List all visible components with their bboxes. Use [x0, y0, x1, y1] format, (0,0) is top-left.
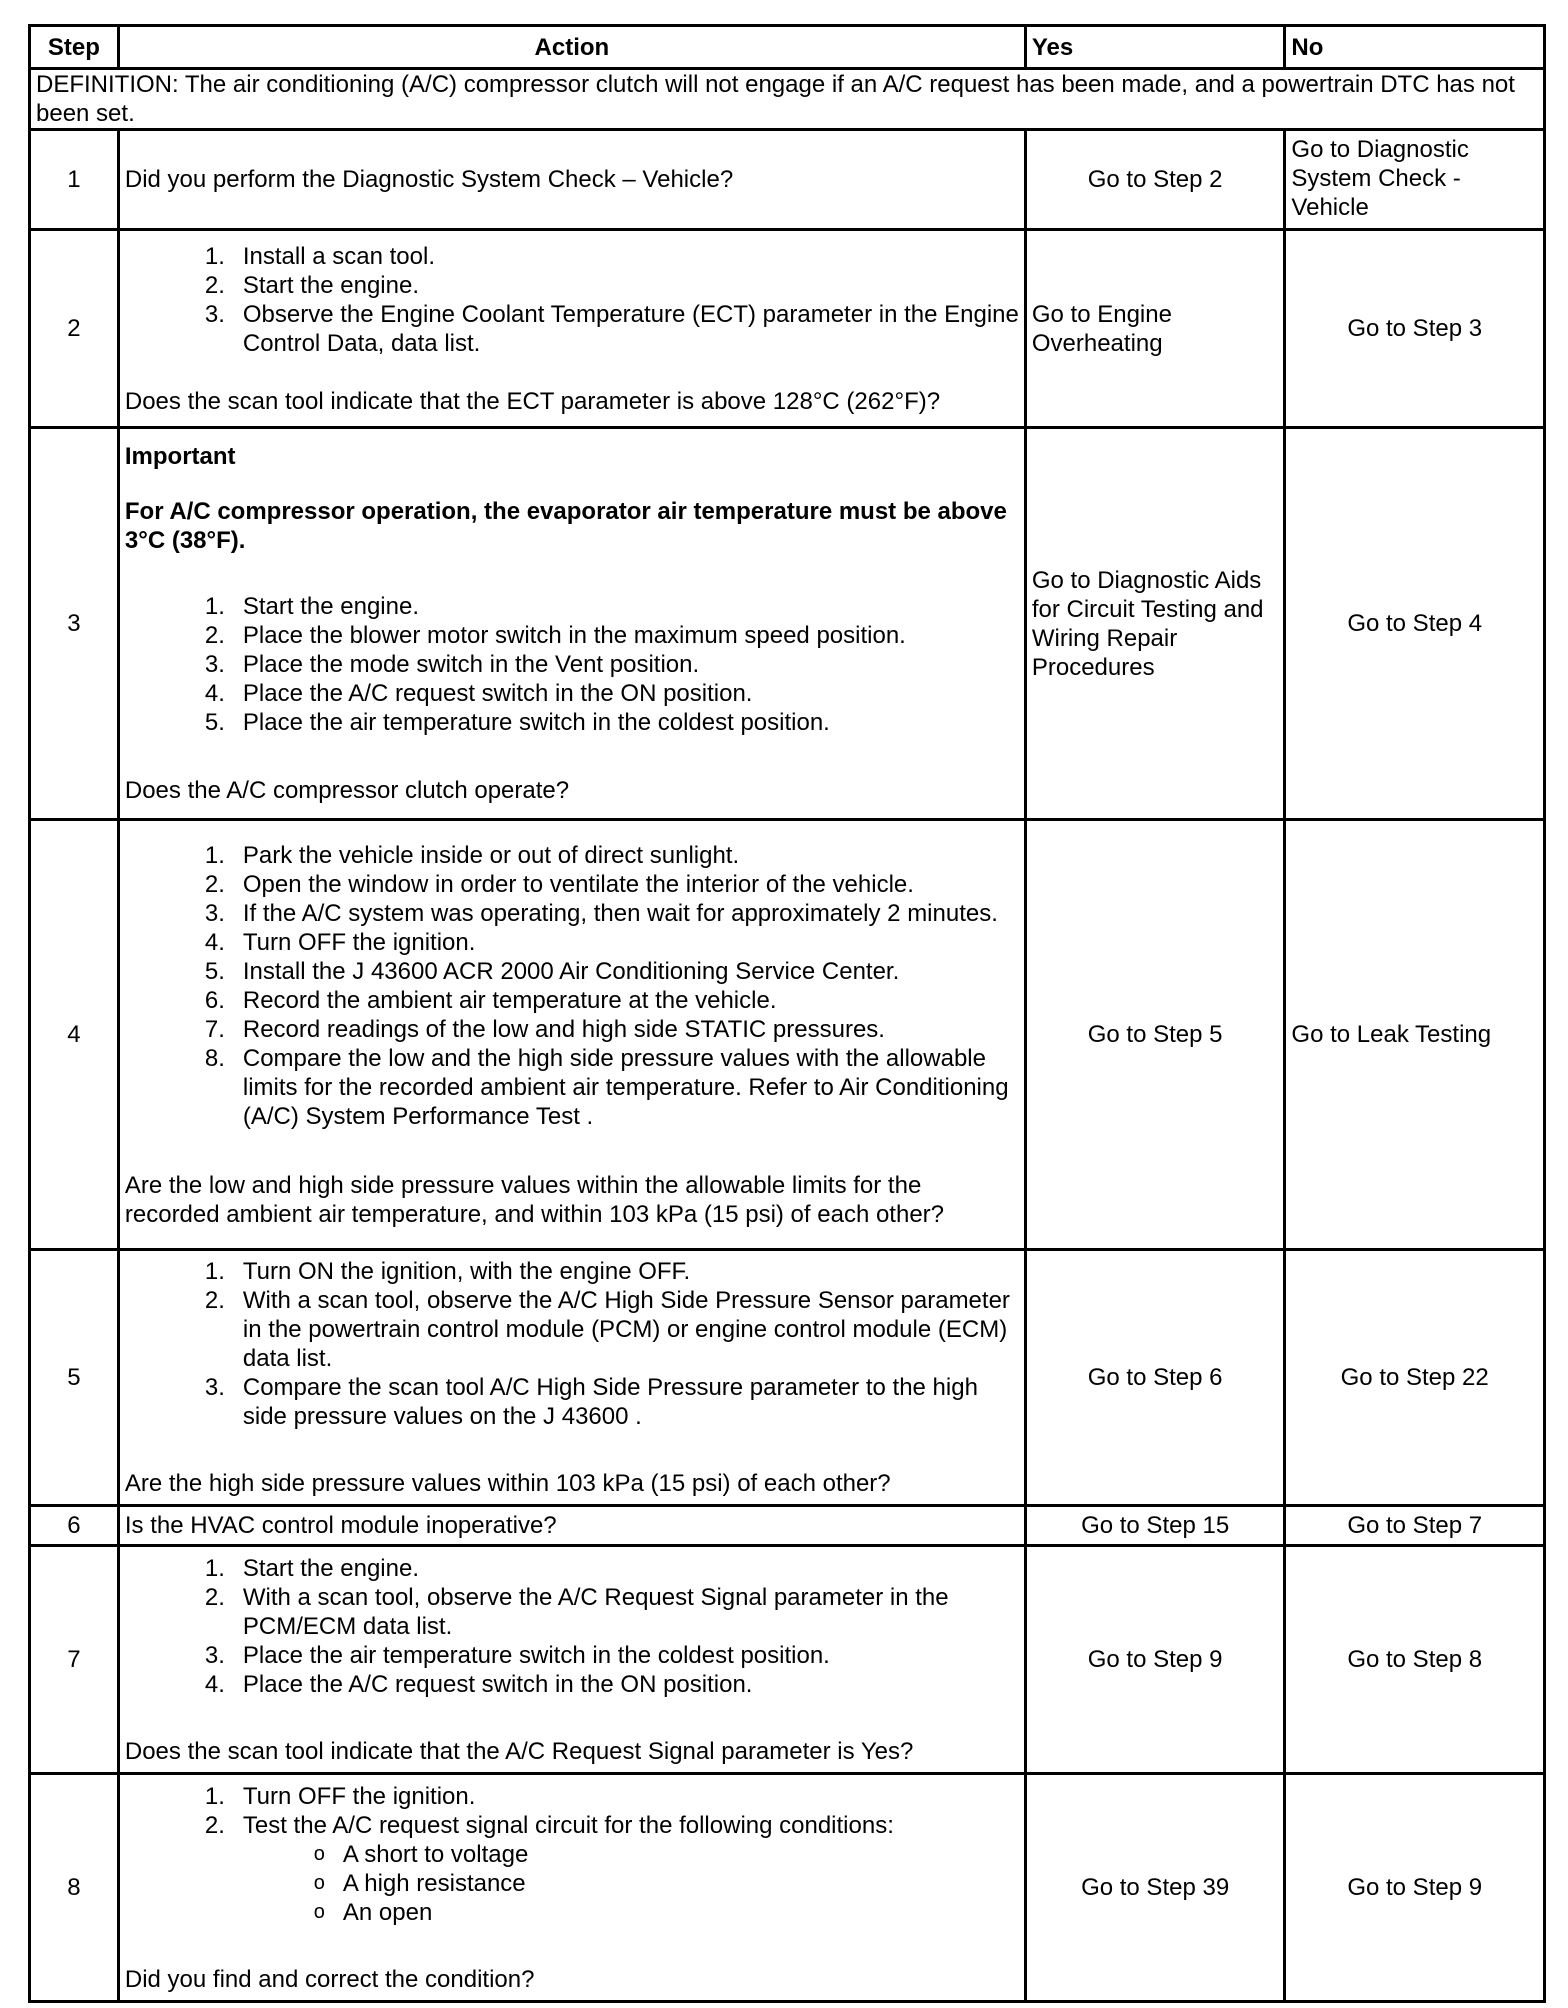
- list-item: 1. Turn OFF the ignition.: [204, 1782, 476, 1810]
- list-item: 1. Turn ON the ignition, with the engine OFF.: [204, 1258, 691, 1285]
- action-cell: [118, 230, 1025, 428]
- no-cell: Go to Step 4: [1285, 428, 1545, 820]
- yes-cell: Go to Step 6: [1025, 1250, 1285, 1506]
- list-item: 2. Test the A/C request signal circuit for the following conditions:: [204, 1811, 894, 1839]
- bullet-icon: o: [313, 1900, 325, 1923]
- table-row: [30, 1546, 1545, 1774]
- list-item: 1. Start the engine.: [204, 593, 419, 620]
- list-item: o An open: [125, 1898, 1019, 1927]
- step-number: 6: [30, 1506, 119, 1546]
- header-step: Step: [30, 26, 119, 69]
- header-yes: Yes: [1025, 26, 1285, 69]
- instruction-list: [125, 1257, 1019, 1431]
- no-cell: Go to Diagnostic System Check - Vehicle: [1285, 130, 1545, 230]
- question-text: Does the scan tool indicate that the A/C Request Signal parameter is Yes?: [124, 1737, 914, 1765]
- header-no: No: [1285, 26, 1545, 69]
- list-item: 4. Place the A/C request switch in the ON position.: [204, 1670, 753, 1698]
- table-row: [30, 130, 1545, 230]
- list-item: 2. Start the engine.: [204, 271, 419, 299]
- bullet-icon: o: [313, 1842, 325, 1865]
- list-item: o A short to voltage: [125, 1840, 1019, 1869]
- step-number: 1: [30, 130, 119, 230]
- question-text: Is the HVAC control module inoperative?: [118, 1506, 1025, 1546]
- table-row: [30, 1250, 1545, 1506]
- list-item: 2. Open the window in order to ventilate the interior of the vehicle.: [204, 870, 914, 898]
- list-item: 2. With a scan tool, observe the A/C High Side Pressure Sensor parameter in the powertrain control module (PCM) or engine control module (ECM) data list.: [204, 1287, 1010, 1372]
- header-action: Action: [118, 26, 1025, 69]
- instruction-list: [125, 592, 1019, 737]
- important-label: Important: [124, 443, 236, 470]
- table-row: [30, 1774, 1545, 2002]
- action-cell: [118, 820, 1025, 1250]
- list-item: 3. If the A/C system was operating, then wait for approximately 2 minutes.: [204, 899, 998, 927]
- table-row: [30, 428, 1545, 820]
- list-item: 4. Place the A/C request switch in the ON position.: [204, 680, 753, 707]
- question-text: Does the A/C compressor clutch operate?: [124, 777, 570, 804]
- list-item: 1. Park the vehicle inside or out of direct sunlight.: [204, 841, 740, 869]
- question-text: Did you perform the Diagnostic System Check – Vehicle?: [124, 166, 734, 193]
- instruction-list: [125, 841, 1019, 1131]
- list-item: 2. Place the blower motor switch in the maximum speed position.: [204, 622, 906, 649]
- step-number: 3: [30, 428, 119, 820]
- yes-cell: Go to Step 9: [1025, 1546, 1285, 1774]
- list-item: 8. Compare the low and the high side pressure values with the allowable limits for the recorded ambient air temperature. Refer to Air Conditioning (A/C) System Performance Test .: [204, 1044, 1009, 1130]
- condition-list: [125, 1840, 1019, 1927]
- list-item: 6. Record the ambient air temperature at the vehicle.: [204, 986, 777, 1014]
- action-cell: [118, 1250, 1025, 1506]
- no-cell: Go to Step 22: [1285, 1250, 1545, 1506]
- yes-cell: Go to Step 5: [1025, 820, 1285, 1250]
- instruction-list: [125, 1782, 1019, 1840]
- diagnostic-table: [28, 24, 1546, 2003]
- list-item: 3. Place the air temperature switch in the coldest position.: [204, 1641, 830, 1669]
- question-text: Did you find and correct the condition?: [124, 1965, 535, 1993]
- no-cell: Go to Step 3: [1285, 230, 1545, 428]
- action-cell: [118, 1774, 1025, 2002]
- list-item: 3. Place the mode switch in the Vent position.: [204, 651, 700, 678]
- step-number: 5: [30, 1250, 119, 1506]
- list-item: 2. With a scan tool, observe the A/C Request Signal parameter in the PCM/ECM data list.: [204, 1583, 949, 1640]
- yes-cell: Go to Step 15: [1025, 1506, 1285, 1546]
- yes-cell: Go to Diagnostic Aids for Circuit Testing and Wiring Repair Procedures: [1025, 428, 1285, 820]
- instruction-list: [125, 242, 1019, 358]
- question-text: Are the high side pressure values within 103 kPa (15 psi) of each other?: [124, 1470, 891, 1497]
- step-number: 7: [30, 1546, 119, 1774]
- list-item: 3. Observe the Engine Coolant Temperature (ECT) parameter in the Engine Control Data, data list.: [204, 300, 1019, 357]
- definition-text: DEFINITION: The air conditioning (A/C) compressor clutch will not engage if an A/C request has been made, and a powertrain DTC has not been set.: [30, 69, 1545, 130]
- list-item: o A high resistance: [125, 1869, 1019, 1898]
- important-note: For A/C compressor operation, the evaporator air temperature must be above 3°C (38°F).: [124, 498, 1007, 554]
- no-cell: Go to Step 7: [1285, 1506, 1545, 1546]
- bullet-icon: o: [313, 1871, 325, 1894]
- list-item: 5. Place the air temperature switch in the coldest position.: [204, 709, 830, 736]
- table-row: [30, 230, 1545, 428]
- list-item: 3. Compare the scan tool A/C High Side Pressure parameter to the high side pressure values on the J 43600 .: [204, 1374, 978, 1430]
- list-item: 7. Record readings of the low and high side STATIC pressures.: [204, 1015, 885, 1043]
- question-text: Are the low and high side pressure values within the allowable limits for the recorded ambient air temperature, and within 103 kPa (15 psi) of each other?: [124, 1171, 945, 1228]
- table-row: [30, 1506, 1545, 1546]
- yes-cell: Go to Step 39: [1025, 1774, 1285, 2002]
- definition-row: [30, 69, 1545, 130]
- header-row: [30, 26, 1545, 69]
- action-cell: [118, 428, 1025, 820]
- question-text: Does the scan tool indicate that the ECT parameter is above 128°C (262°F)?: [124, 387, 941, 415]
- no-cell: Go to Step 9: [1285, 1774, 1545, 2002]
- list-item: 1. Install a scan tool.: [204, 242, 435, 270]
- no-cell: Go to Leak Testing: [1285, 820, 1545, 1250]
- list-item: 1. Start the engine.: [204, 1554, 419, 1582]
- action-cell: [118, 1546, 1025, 1774]
- yes-cell: Go to Engine Overheating: [1025, 230, 1285, 428]
- step-number: 2: [30, 230, 119, 428]
- no-cell: Go to Step 8: [1285, 1546, 1545, 1774]
- action-cell: [118, 130, 1025, 230]
- step-number: 8: [30, 1774, 119, 2002]
- step-number: 4: [30, 820, 119, 1250]
- list-item: 4. Turn OFF the ignition.: [204, 928, 476, 956]
- list-item: 5. Install the J 43600 ACR 2000 Air Conditioning Service Center.: [204, 957, 900, 985]
- table-row: [30, 820, 1545, 1250]
- yes-cell: Go to Step 2: [1025, 130, 1285, 230]
- instruction-list: [125, 1554, 1019, 1699]
